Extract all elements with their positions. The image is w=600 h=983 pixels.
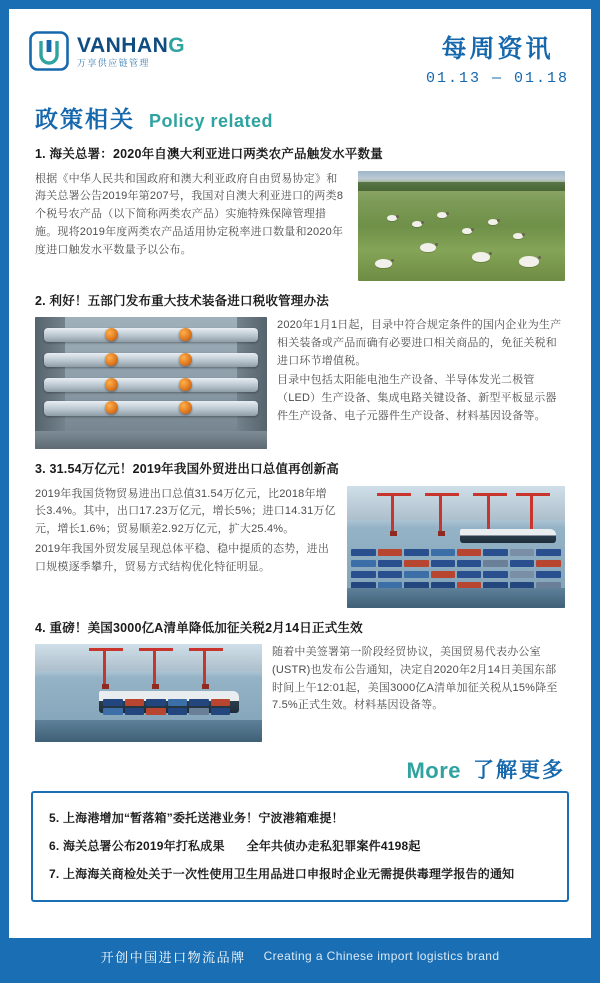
article-list bbox=[9, 146, 591, 742]
brand-text bbox=[77, 35, 185, 68]
article-body bbox=[35, 644, 565, 742]
brand-name-sub: 万享供应链管理 bbox=[77, 57, 150, 68]
article-paragraph: 2019年我国外贸发展呈现总体平稳、稳中提质的态势，进出口规模逐季攀升，贸易方式结构优化特征明显。 bbox=[35, 542, 330, 573]
article-text bbox=[35, 171, 348, 260]
article-paragraph: 根据《中华人民共和国政府和澳大利亚政府自由贸易协定》和海关总署公告2019年第207号，我国对自澳大利亚进口的两类8个税号农产品（以下简称两类农产品）实施特殊保障管理措施。现将2019年度两类农产品适用协定税率进口数量和2020年度进口触发水平数量予以公布。 bbox=[35, 172, 344, 256]
article-body bbox=[35, 317, 565, 449]
list-item[interactable]: 7. 上海海关商检处关于一次性使用卫生用品进口申报时企业无需提供毒理学报告的通知 bbox=[49, 867, 515, 881]
article-text bbox=[277, 317, 565, 426]
article-text bbox=[35, 486, 337, 577]
page-title: 每周资讯 bbox=[441, 35, 554, 63]
more-heading-en: More bbox=[406, 758, 461, 783]
industrial-rollers-photo bbox=[35, 317, 267, 449]
more-heading-cn: 了解更多 bbox=[473, 759, 565, 782]
section-heading bbox=[35, 101, 591, 134]
article-item bbox=[35, 293, 565, 450]
article-text bbox=[272, 644, 565, 715]
article-paragraph: 2020年1月1日起，目录中符合规定条件的国内企业为生产相关装备或产品而确有必要进口相关商品的，免征关税和进口环节增值税。 bbox=[277, 319, 562, 367]
vanhang-u-logo-icon bbox=[29, 31, 69, 71]
article-item bbox=[35, 620, 565, 743]
article-title: 3. 31.54万亿元！2019年我国外贸进出口总值再创新高 bbox=[35, 462, 339, 476]
list-item-text: 6. 海关总署公布2019年打私成果 bbox=[49, 839, 225, 853]
footer-slogan-cn: 开创中国进口物流品牌 bbox=[100, 949, 246, 965]
list-item-tail: 全年共侦办走私犯罪案件4198起 bbox=[246, 839, 421, 853]
list-item[interactable]: 5. 上海港增加“暂落箱”委托送港业务！宁波港箱难提！ bbox=[49, 811, 344, 825]
article-item bbox=[35, 461, 565, 608]
article-paragraph: 2019年我国货物贸易进出口总值31.54万亿元，比2018年增长3.4%。其中，出口17.23万亿元，增长5%；进口14.31万亿元，增长1.6%；贸易顺差2.92万亿元，扩大25.4%。 bbox=[35, 487, 336, 536]
brand-name-accent: G bbox=[168, 33, 186, 57]
header-title-block bbox=[426, 29, 569, 87]
article-title: 1. 海关总署：2020年自澳大利亚进口两类农产品触发水平数量 bbox=[35, 147, 383, 161]
brand-name-main: VANHAN bbox=[77, 33, 169, 57]
list-item[interactable] bbox=[49, 832, 551, 860]
article-paragraph: 随着中美签署第一阶段经贸协议，美国贸易代表办公室(USTR)也发布公告通知，决定自2020年2月14日美国东部时间上午12:01起，美国3000亿A清单加征关税从15%降至7.5%正式生效。材料基因设备等。 bbox=[272, 646, 558, 712]
article-body bbox=[35, 171, 565, 281]
brand-name bbox=[77, 35, 185, 56]
article-title: 4. 重磅！美国3000亿A清单降低加征关税2月14日正式生效 bbox=[35, 620, 363, 635]
container-port-crane-photo bbox=[347, 486, 565, 608]
article-paragraph: 目录中包括太阳能电池生产设备、半导体发光二极管（LED）生产设备、集成电路关键设备、新型平板显示器件生产设备、电子元器件生产设备、材料基因设备等。 bbox=[277, 374, 557, 423]
page-content bbox=[9, 9, 591, 974]
footer-slogan-en: Creating a Chinese import logistics brand bbox=[263, 949, 500, 963]
page-header bbox=[9, 9, 591, 93]
article-title: 2. 利好！五部门发布重大技术装备进口税收管理办法 bbox=[35, 293, 329, 308]
more-heading bbox=[9, 754, 565, 784]
hedge-row bbox=[358, 182, 565, 192]
section-heading-cn: 政策相关 bbox=[35, 106, 135, 132]
article-item bbox=[35, 146, 565, 281]
article-body bbox=[35, 486, 565, 608]
page-footer bbox=[9, 938, 591, 974]
section-heading-en: Policy related bbox=[149, 111, 274, 131]
issue-date-range: 01.13 — 01.18 bbox=[425, 70, 569, 87]
container-ship-port-photo bbox=[35, 644, 262, 742]
brand-logo bbox=[29, 31, 185, 71]
sheep-pasture-photo bbox=[358, 171, 565, 281]
more-list-box bbox=[31, 791, 569, 902]
